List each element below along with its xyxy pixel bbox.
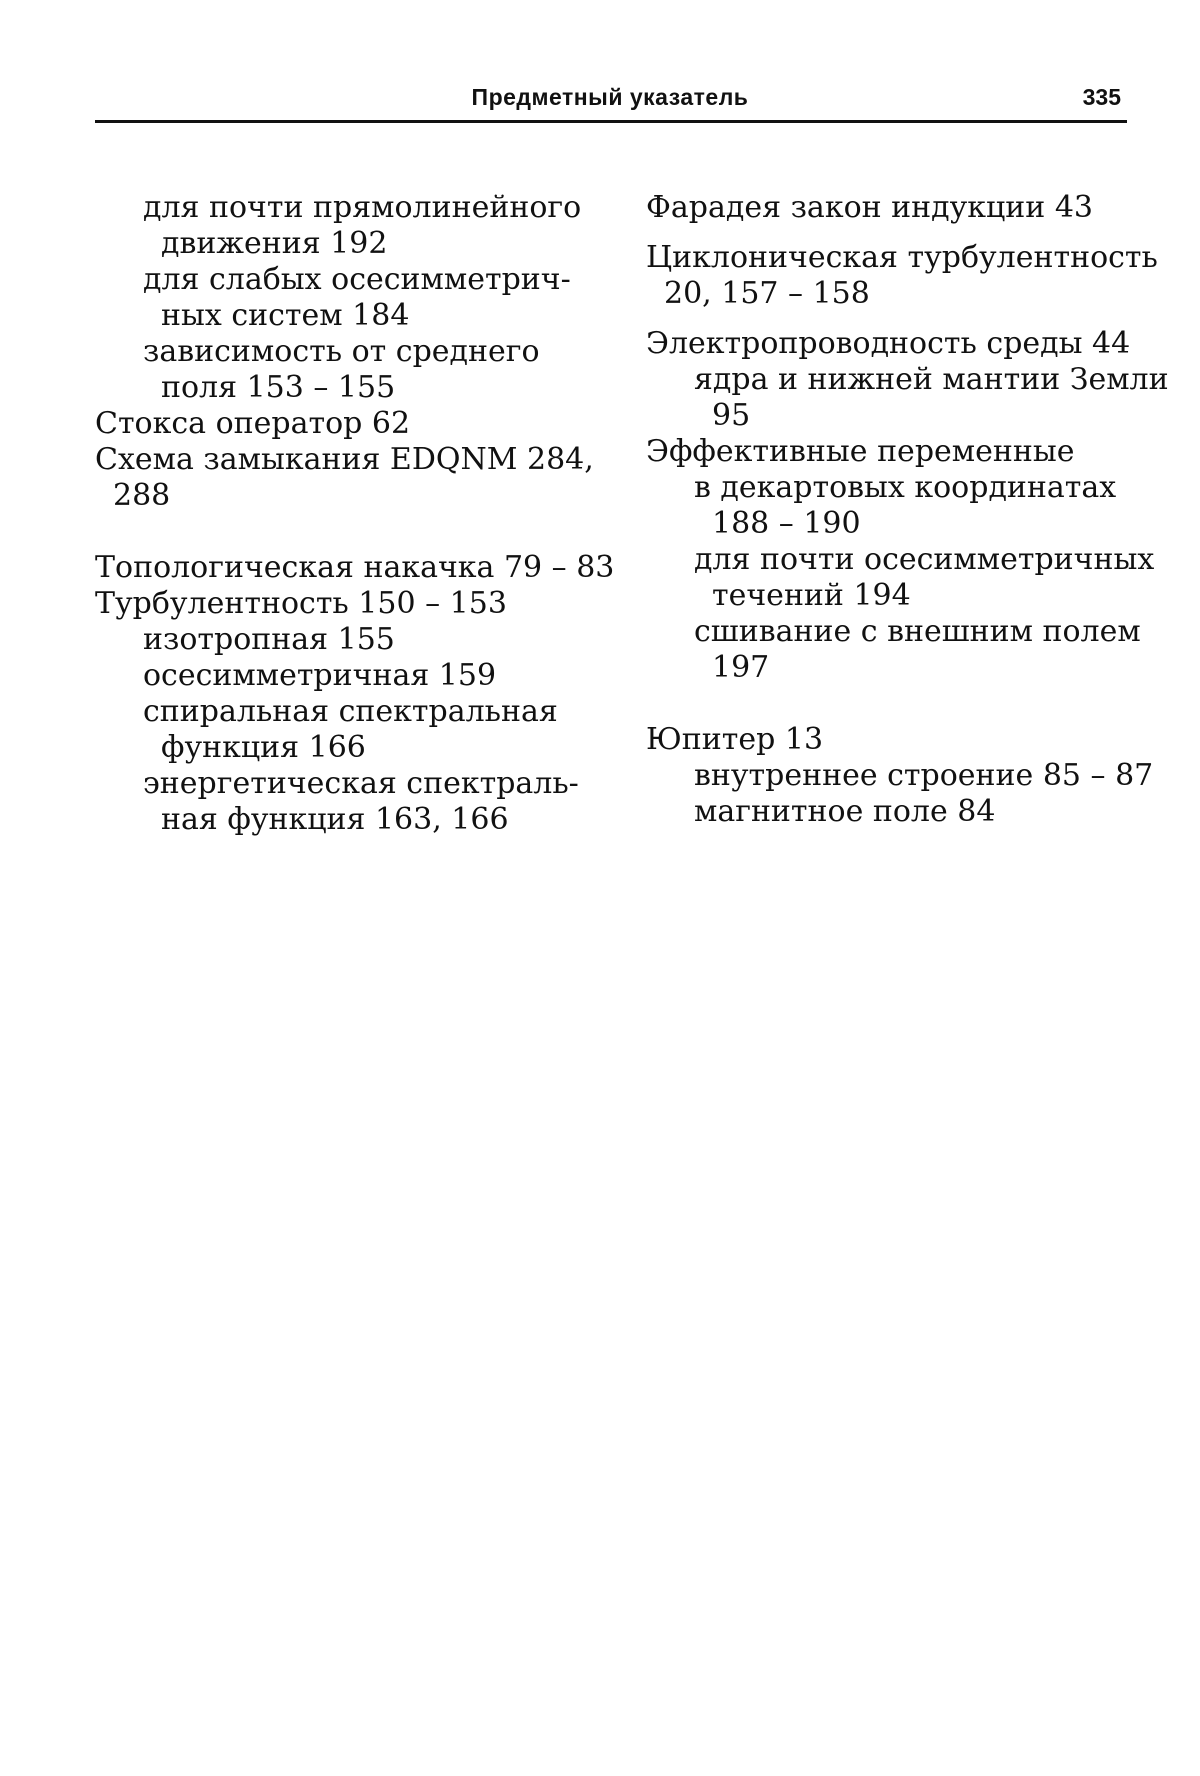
index-subentry-continuation: 197 (712, 650, 770, 685)
index-entry: Юпитер 13 (646, 722, 824, 757)
letter-group-gap (646, 312, 1166, 326)
index-subentry-continuation: течений 194 (712, 578, 911, 613)
index-subentry-continuation: ная функция 163, 166 (161, 802, 509, 837)
index-entry: Электропроводность среды 44 (646, 326, 1131, 361)
index-subentry-continuation: движения 192 (161, 226, 388, 261)
index-subentry-continuation: ных систем 184 (161, 298, 410, 333)
index-subentry: для почти прямолинейного (143, 190, 582, 225)
index-subentry: сшивание с внешним полем (694, 614, 1141, 649)
index-entry-continuation: 20, 157 – 158 (664, 276, 870, 311)
index-subentry: внутреннее строение 85 – 87 (694, 758, 1154, 793)
index-subentry: зависимость от среднего (143, 334, 540, 369)
index-entry: Эффективные переменные (646, 434, 1075, 469)
index-subentry: спиральная спектральная (143, 694, 558, 729)
index-subentry: для почти осесимметричных (694, 542, 1155, 577)
index-subentry: осесимметричная 159 (143, 658, 497, 693)
running-title: Предметный указатель (471, 84, 749, 110)
index-entry: Турбулентность 150 – 153 (95, 586, 507, 621)
index-subentry-continuation: поля 153 – 155 (161, 370, 396, 405)
letter-group-gap (646, 686, 1166, 722)
header-rule (95, 120, 1127, 123)
letter-group-gap (646, 226, 1166, 240)
page-header (95, 84, 1125, 124)
index-subentry-continuation: 95 (712, 398, 751, 433)
index-subentry: для слабых осесимметрич- (143, 262, 571, 297)
index-entry: Циклоническая турбулентность (646, 240, 1158, 275)
index-subentry-continuation: 188 – 190 (712, 506, 861, 541)
index-entry: Фарадея закон индукции 43 (646, 190, 1094, 225)
index-entry: Схема замыкания EDQNM 284, (95, 442, 594, 477)
letter-group-gap (95, 514, 595, 550)
index-subentry: в декартовых координатах (694, 470, 1117, 505)
index-entry: Стокса оператор 62 (95, 406, 411, 441)
index-subentry: энергетическая спектраль- (143, 766, 579, 801)
index-column-right (646, 190, 1169, 830)
index-column-left (95, 190, 615, 838)
index-subentry: магнитное поле 84 (694, 794, 996, 829)
index-subentry: изотропная 155 (143, 622, 395, 657)
index-entry-continuation: 288 (113, 478, 171, 513)
index-subentry: ядра и нижней мантии Земли (694, 362, 1169, 397)
index-subentry-continuation: функция 166 (161, 730, 366, 765)
page-number: 335 (1082, 84, 1121, 110)
index-entry: Топологическая накачка 79 – 83 (95, 550, 615, 585)
